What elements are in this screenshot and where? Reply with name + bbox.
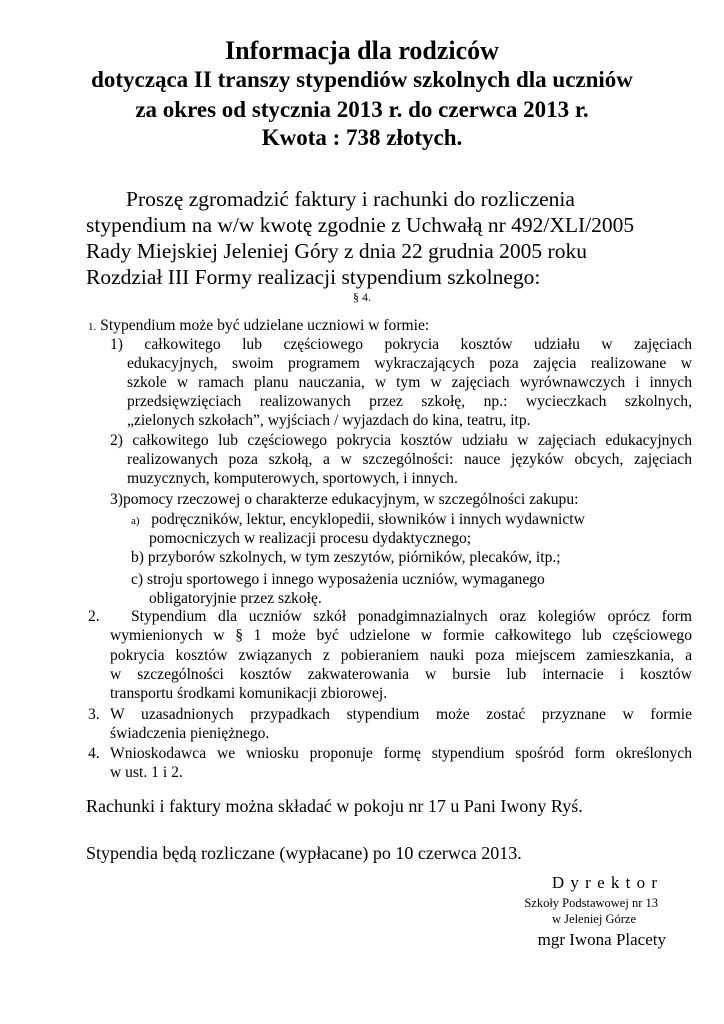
intro-line-3: Rady Miejskiej Jeleniej Góry z dnia 22 grudnia 2005 roku (86, 239, 587, 263)
amount-line: Kwota : 738 złotych. (261, 125, 463, 150)
signature-city: w Jeleniej Górze (552, 912, 636, 926)
signature-title: D y r e k t o r (551, 873, 658, 892)
subitem-a-label: a) (131, 515, 140, 527)
footer-line-1: Rachunki i faktury można składać w pokoju nr 17 u Pani Iwony Ryś. (86, 796, 583, 816)
subitem-1-line-4: przedsięwzięciach realizowanych przez szkołę, np.: wycieczkach szkolnych, (127, 393, 692, 410)
item-2-number: 2. (88, 608, 100, 625)
signature-school: Szkoły Podstawowej nr 13 (524, 896, 658, 910)
subitem-a-line-2: pomocniczych w realizacji procesu dydaktycznego; (149, 530, 472, 547)
subitem-c-line-1: c) stroju sportowego i innego wyposażenia uczniów, wymaganego (131, 571, 545, 588)
intro-line-2: stypendium na w/w kwotę zgodnie z Uchwałą nr 492/XLI/2005 (86, 213, 635, 237)
item-2-line-4: w szczególności kosztów zakwaterowania w bursie lub internacie i kosztów (110, 666, 692, 683)
item-number: 1. (88, 321, 97, 333)
intro-line-4: Rozdział III Formy realizacji stypendium szkolnego: (86, 265, 541, 289)
item-4-line-1: Wnioskodawca we wniosku proponuje formę stypendium spośród form określonych (110, 745, 692, 762)
item-2-line-2: wymienionych w § 1 może być udzielone w formie całkowitego lub częściowego (110, 627, 692, 644)
paragraph-mark: § 4. (353, 290, 371, 304)
item-3-number: 3. (88, 706, 100, 723)
item-3-line-1: W uzasadnionych przypadkach stypendium może zostać przyznane w formie (110, 706, 692, 723)
subitem-1-line-1: 1) całkowitego lub częściowego pokrycia kosztów udziału w zajęciach (110, 336, 692, 353)
document-title: Informacja dla rodziców (225, 36, 499, 65)
intro-line-1: Proszę zgromadzić faktury i rachunki do rozliczenia (126, 187, 575, 211)
item-4-line-2: w ust. 1 i 2. (110, 764, 183, 781)
subitem-b: b) przyborów szkolnych, w tym zeszytów, piórników, plecaków, itp.; (131, 549, 561, 566)
subitem-1-line-2: edukacyjnych, swoim programem wykraczających poza zajęcia realizowane w (127, 355, 692, 372)
subitem-a-text: podręczników, lektur, encyklopedii, słowników i innych wydawnictw (151, 511, 585, 528)
item-3-line-2: świadczenia pieniężnego. (110, 725, 270, 742)
footer-line-2: Stypendia będą rozliczane (wypłacane) po 10 czerwca 2013. (86, 843, 522, 863)
subitem-1-line-5: „zielonych szkołach”, wyjściach / wyjazdach do kina, teatru, itp. (127, 412, 531, 429)
subtitle-line-2: za okres od stycznia 2013 r. do czerwca 2013 r. (135, 97, 589, 122)
subitem-1-line-3: szkole w ramach planu nauczania, w tym w zajęciach wyrównawczych i innych (127, 374, 692, 391)
signature-name: mgr Iwona Placety (537, 930, 666, 949)
item-2-line-3: pokrycia kosztów związanych z pobieraniem nauki poza miejscem zamieszkania, a (110, 647, 692, 664)
subitem-2-line-2: realizowanych poza szkołą, a w szczególności: nauce języków obcych, zajęciach (127, 451, 692, 468)
item-text: Stypendium może być udzielane uczniowi w formie: (100, 317, 430, 334)
subitem-2-line-3: muzycznych, komputerowych, sportowych, i innych. (127, 470, 458, 487)
subitem-3: 3)pomocy rzeczowej o charakterze edukacyjnym, w szczególności zakupu: (110, 491, 579, 508)
subitem-c-line-2: obligatoryjnie przez szkołę. (149, 590, 322, 607)
item-2-line-1: Stypendium dla uczniów szkół ponadgimnazialnych oraz kolegiów oprócz form (131, 608, 692, 625)
subtitle-line-1: dotycząca II transzy stypendiów szkolnych dla uczniów (91, 67, 633, 92)
item-4-number: 4. (88, 745, 100, 762)
item-2-line-5: transportu środkami komunikacji zbiorowej. (110, 685, 388, 702)
subitem-2-line-1: 2) całkowitego lub częściowego pokrycia kosztów udziału w zajęciach edukacyjnych (110, 432, 692, 449)
